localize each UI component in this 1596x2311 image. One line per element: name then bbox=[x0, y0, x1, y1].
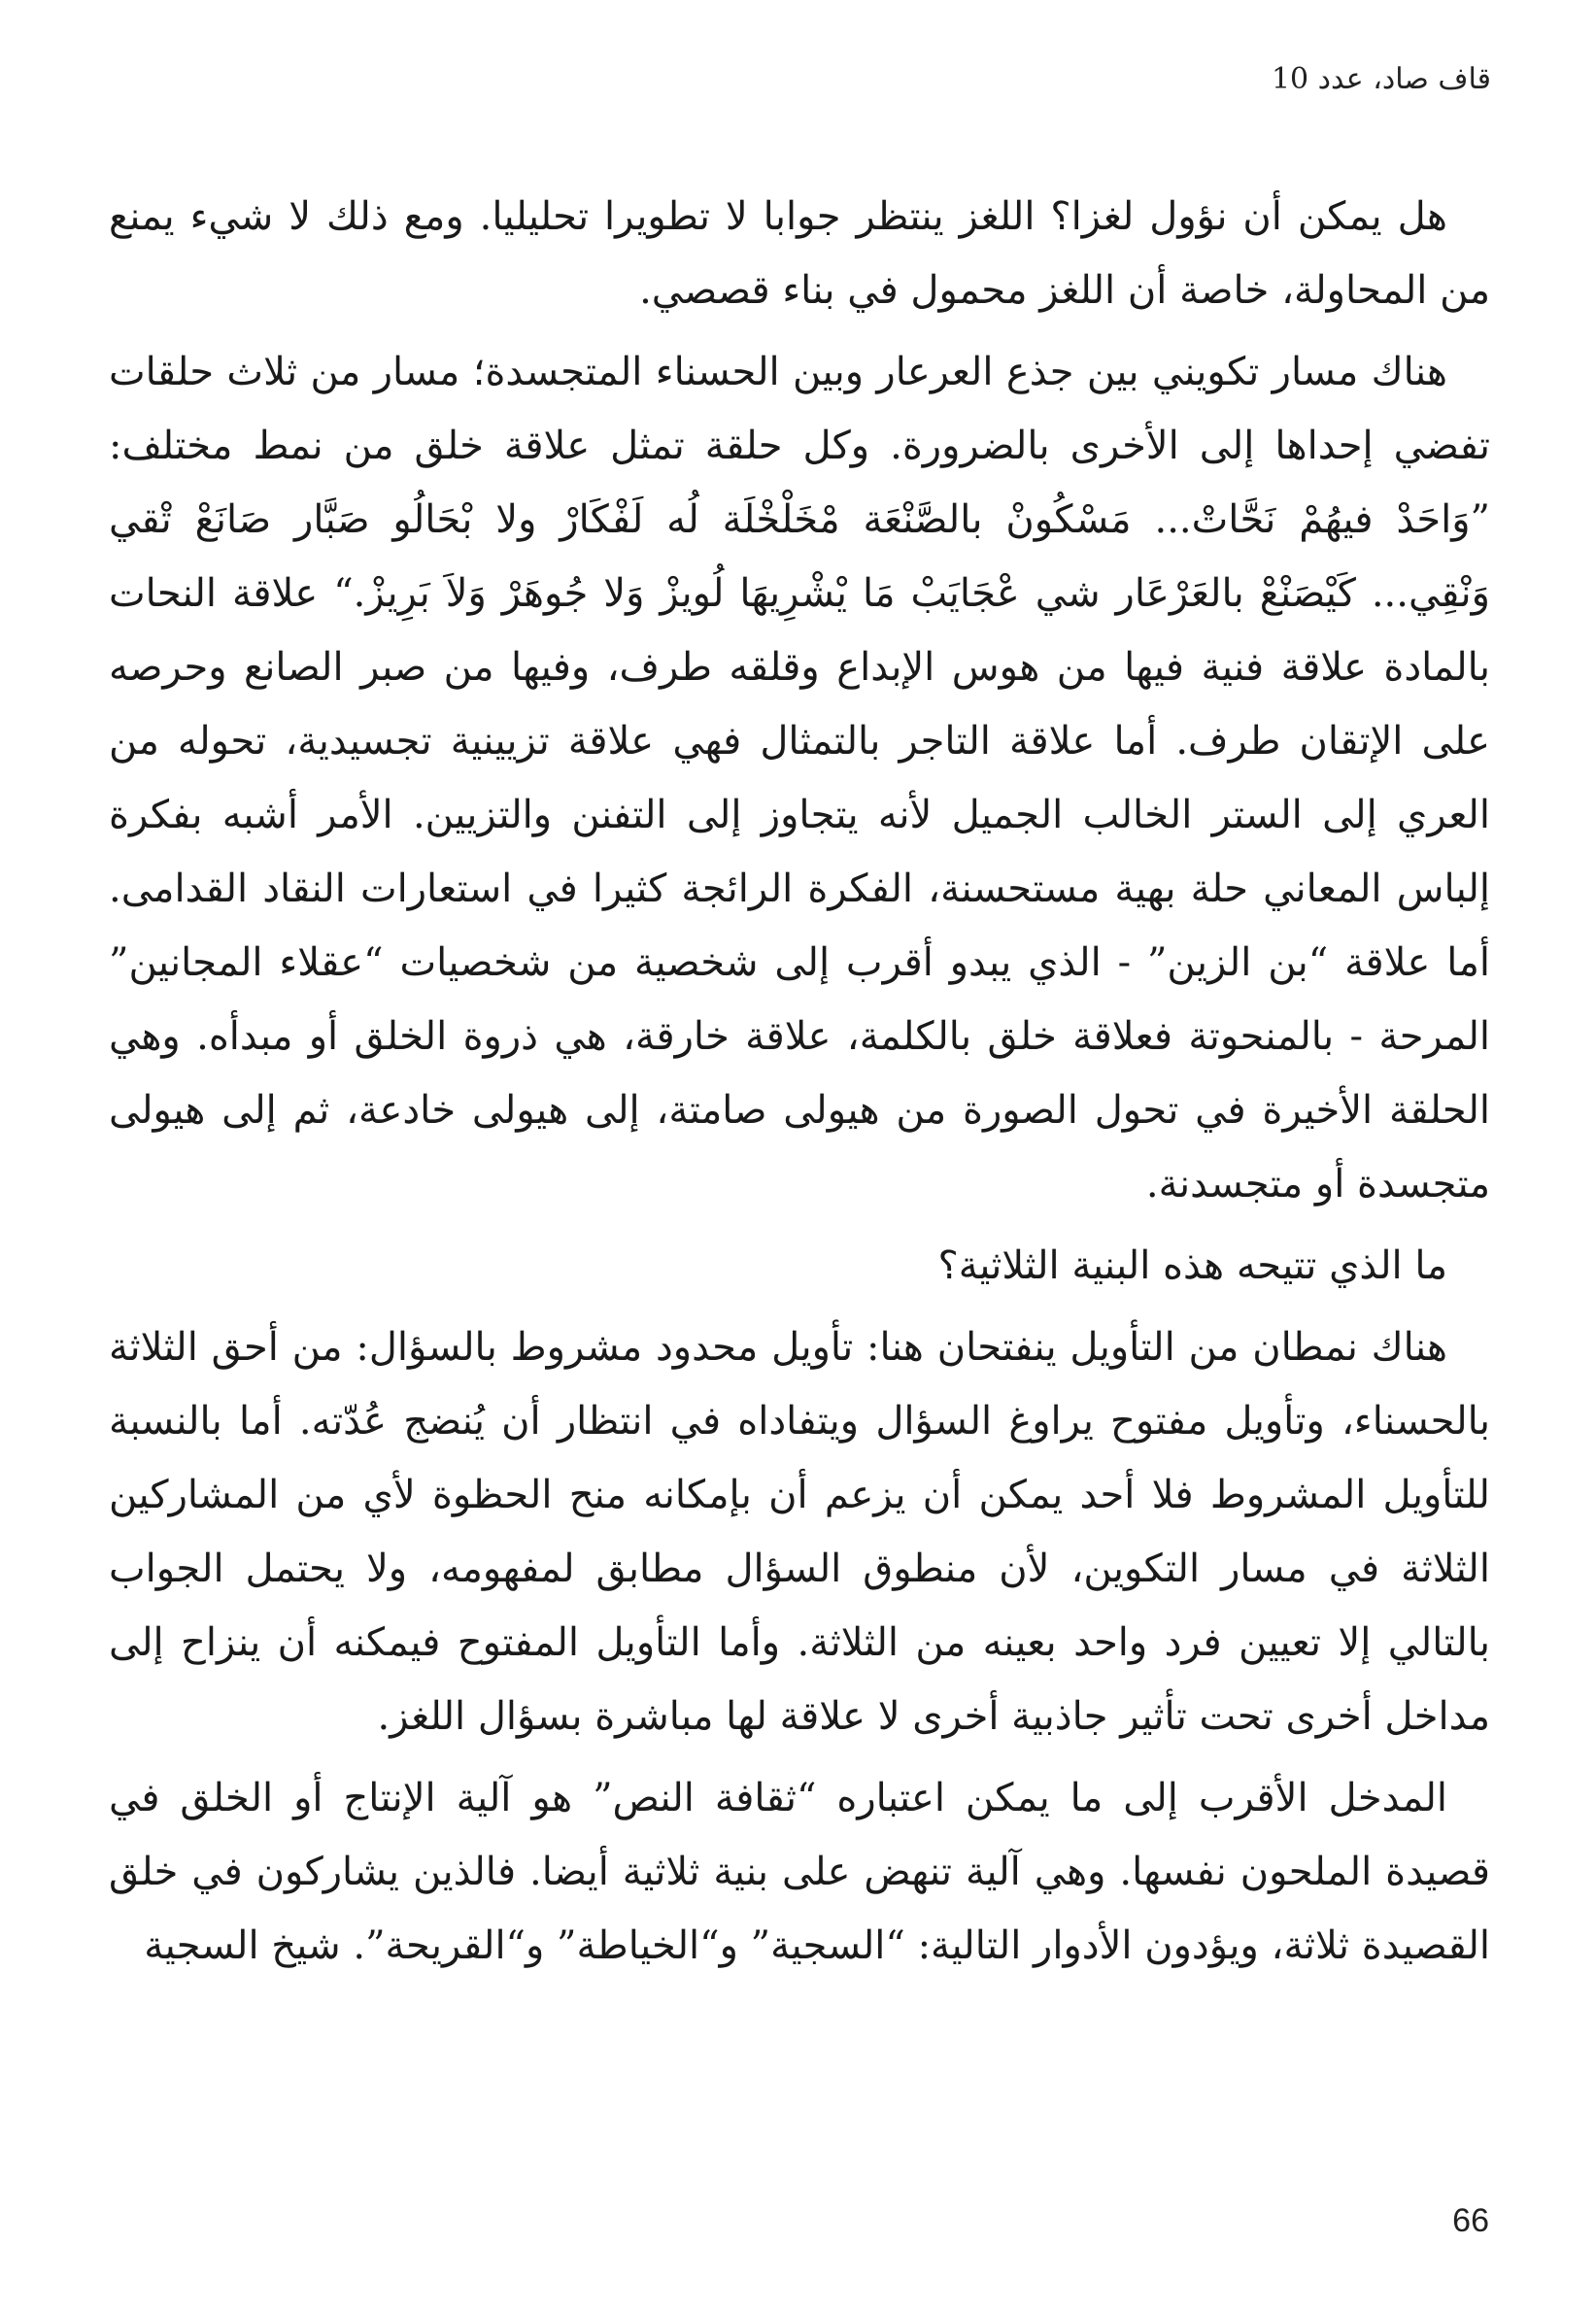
paragraph-4: هناك نمطان من التأويل ينفتحان هنا: تأويل محدود مشروط بالسؤال: من أحق الثلاثة بالحسناء، وتأويل مفتوح يراوغ السؤال ويتفاداه في انتظار أن يُنضج عُدّته. أما بالنسبة للتأويل المشروط فلا أحد يمكن أن يزعم أن بإمكانه منح الحظوة لأي من المشاركين الثلاثة في مسار التكوين، لأن منطوق السؤال مطابق لمفهومه، ولا يحتمل الجواب بالتالي إلا تعيين فرد واحد بعينه من الثلاثة. وأما التأويل المفتوح فيمكنه أن ينزاح إلى مداخل أخرى تحت تأثير جاذبية أخرى لا علاقة لها مباشرة بسؤال اللغز. bbox=[109, 1325, 1490, 1739]
paragraph-5: المدخل الأقرب إلى ما يمكن اعتباره “ثقافة النص” هو آلية الإنتاج أو الخلق في قصيدة الملحون نفسها. وهي آلية تنهض على بنية ثلاثية أيضا. فالذين يشاركون في خلق القصيدة ثلاثة، ويؤدون الأدوار التالية: “السجية” و“الخياطة” و“القريحة”. شيخ السجية bbox=[109, 1776, 1490, 1968]
page-number: 66 bbox=[1452, 2202, 1489, 2239]
body-text bbox=[109, 180, 1490, 1990]
paragraph-2: هناك مسار تكويني بين جذع العرعار وبين الحسناء المتجسدة؛ مسار من ثلاث حلقات تفضي إحداها إلى الأخرى بالضرورة. وكل حلقة تمثل علاقة خلق من نمط مختلف: ”وَاحَدْ فيهُمْ نَحَّاتْ... مَسْكُونْ بالصَّنْعَة مْخَلْخْلَة لُه لَفْكَارْ ولا بْحَالُو صَبَّار صَانَعْ تْقي وَنْقِي... كَيْصَنْعْ بالعَرْعَار شي عْجَايَبْ مَا يْشْرِيهَا لُويزْ وَلا جُوهَرْ وَلاَ بَرِيزْ.“ علاقة النحات بالمادة علاقة فنية فيها من هوس الإبداع وقلقه طرف، وفيها من صبر الصانع وحرصه على الإتقان طرف. أما علاقة التاجر بالتمثال فهي علاقة تزيينية تجسيدية، تحوله من العري إلى الستر الخالب الجميل لأنه يتجاوز إلى التفنن والتزيين. الأمر أشبه بفكرة إلباس المعاني حلة بهية مستحسنة، الفكرة الرائجة كثيرا في استعارات النقاد القدامى. أما علاقة “بن الزين” - الذي يبدو أقرب إلى شخصية من شخصيات “عقلاء المجانين” المرحة - بالمنحوتة فعلاقة خلق بالكلمة، علاقة خارقة، هي ذروة الخلق أو مبدأه. وهي الحلقة الأخيرة في تحول الصورة من هيولى صامتة، إلى هيولى خادعة، ثم إلى هيولى متجسدة أو متجسدنة. bbox=[109, 350, 1491, 1206]
running-header: قاف صاد، عدد 10 bbox=[1271, 62, 1491, 96]
paragraph-3: ما الذي تتيحه هذه البنية الثلاثية؟ bbox=[937, 1243, 1447, 1288]
paragraph-1: هل يمكن أن نؤول لغزا؟ اللغز ينتظر جوابا لا تطويرا تحليليا. ومع ذلك لا شيء يمنع من المحاولة، خاصة أن اللغز محمول في بناء قصصي. bbox=[109, 194, 1490, 313]
